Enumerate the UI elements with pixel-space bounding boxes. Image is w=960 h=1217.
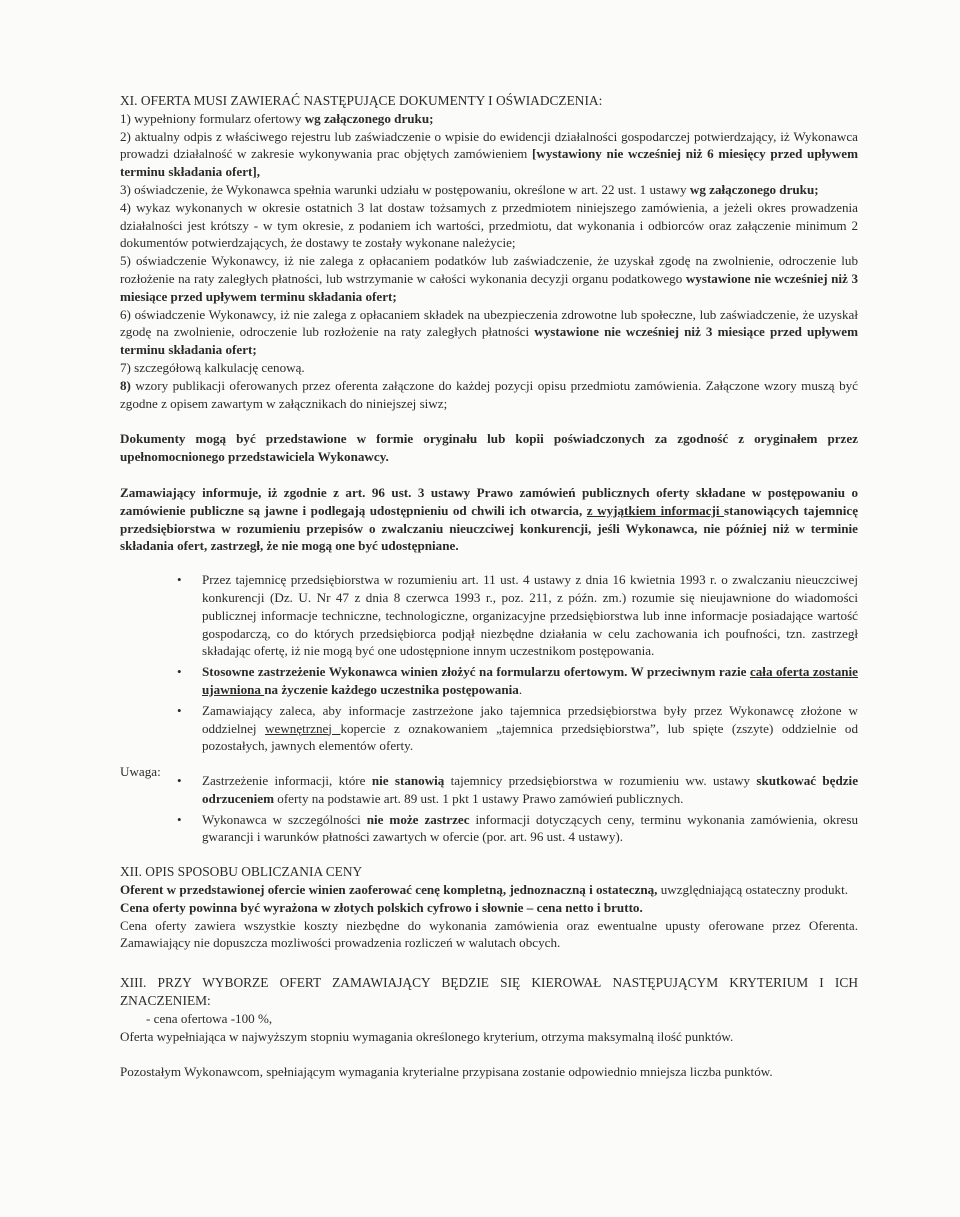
uwaga-bullet-5 (202, 811, 858, 847)
list-item-6 (120, 306, 858, 359)
bullet-5-text-end: informacji dotyczących ceny, terminu wykonania zamówienia, okresu gwarancji i warunków płatności zawartych w ofercie (por. art. 96 ust. 4 ustawy). (202, 811, 859, 845)
item-3-text: 3) oświadczenie, że Wykonawca spełnia warunki udziału w postępowaniu, określone w art. 22 ust. 1 ustawy (120, 181, 690, 197)
section-13-criterion: - cena ofertowa -100 %, (146, 1010, 273, 1026)
uwaga-bullet-2 (202, 663, 858, 699)
list-item-4: 4) wykaz wykonanych w okresie ostatnich 3 lat dostaw tożsamych z przedmiotem niniejszego zamówienia, a jeżeli okres prowadzenia działalności jest krótszy - w tym okresie, z podaniem ich wartości, przedmiotu, dat wykonania i odbiorców oraz załączenie minimum 2 dokumentów potwierdzających, że dostawy te zostały wykonane należycie; (120, 199, 858, 251)
bullet-3-underlined: wewnętrznej (265, 720, 341, 736)
item-2-bold: [wystawiony nie wcześniej niż 6 miesięcy przed upływem terminu składania ofert], (120, 146, 858, 180)
item-1-text: 1) wypełniony formularz ofertowy (120, 110, 305, 126)
bullet-5-bold: nie może zastrzec (366, 811, 470, 827)
bullet-4-bold: nie stanowią (371, 773, 445, 789)
documents-note: Dokumenty mogą być przedstawione w formie oryginału lub kopii poświadczonych za zgodność z oryginałem przez upełnomocnionego przedstawiciela Wykonawcy. (120, 431, 858, 465)
confidentiality-text: Zamawiający informuje, iż zgodnie z art. 96 ust. 3 ustawy Prawo zamówień publicznych oferty składane w postępowaniu o zamówienie publiczne są jawne i podlegają udostępnieniu od chwili ich otwarcia, (120, 484, 858, 518)
item-5-text: 5) oświadczenie Wykonawcy, iż nie zalega z opłacaniem podatków lub zaświadczenie, że uzyskał zgodę na zwolnienie, odroczenie lub rozłożenie na raty zaległych płatności, lub wstrzymanie w całości wykonania decyzji organu podatkowego (120, 253, 858, 286)
list-item-1 (120, 110, 858, 128)
uwaga-bullet-4 (202, 772, 858, 808)
section-12-para-1-text: uwzględniającą ostateczny produkt. (657, 882, 848, 898)
list-item-5 (120, 252, 858, 305)
bullet-3-text-end: kopercie z oznakowaniem „tajemnica przedsiębiorstwa”, lub spięte (zszyte) oddzielnie od pozostałych, jawnych elementów oferty. (202, 720, 858, 754)
confidentiality-underlined: z wyjątkiem informacji (586, 502, 725, 518)
confidentiality-note (120, 484, 858, 555)
bullet-5-text: Wykonawca w szczególności (202, 811, 367, 827)
section-11-title: XI. OFERTA MUSI ZAWIERAĆ NASTĘPUJĄCE DOKUMENTY I OŚWIADCZENIA: (120, 93, 603, 108)
item-5-bold: wystawione nie wcześniej niż 3 miesiące przed upływem terminu składania ofert; (120, 270, 858, 304)
bullet-2-bold: Stosowne zastrzeżenie Wykonawca winien złożyć na formularzu ofertowym. W przeciwnym razie (202, 664, 750, 680)
list-item-2 (120, 128, 858, 181)
bullet-2-bold-end: na życzenie każdego uczestnika postępowania (264, 681, 519, 697)
uwaga-bullet-1: • Przez tajemnicę przedsiębiorstwa w rozumieniu art. 11 ust. 4 ustawy z dnia 16 kwietnia 1993 r. o zwalczaniu nieuczciwej konkurencji (Dz. U. Nr 47 z dnia 8 czerwca 1993 r., poz. 211, z późn. zm.) rozumie się nieujawnione do wiadomości publicznej informacje techniczne, technologiczne, organizacyjne przedsiębiorstwa lub inne informacje posiadające wartość gospodarczą, co do których przedsiębiorca podjął niezbędne działania w celu zachowania ich poufności, tzn. zastrzegł składając ofertę, iż nie mogą być one udostępnione innym uczestnikom postępowania. (202, 571, 858, 660)
section-13-para-2: Pozostałym Wykonawcom, spełniającym wymagania kryterialne przypisana zostanie odpowiednio mniejsza liczba punktów. (120, 1064, 773, 1080)
uwaga-label: Uwaga: (120, 764, 161, 780)
uwaga-block (120, 571, 858, 846)
section-12-para-1-bold: Oferent w przedstawionej ofercie winien zaoferować cenę kompletną, jednoznaczną i ostateczną, (120, 882, 658, 898)
list-item-3 (120, 181, 858, 199)
section-13-title: XIII. PRZY WYBORZE OFERT ZAMAWIAJĄCY BĘDZIE SIĘ KIEROWAŁ NASTĘPUJĄCYM KRYTERIUM I ICH ZNACZENIEM: (120, 975, 858, 1009)
uwaga-list (120, 571, 858, 846)
item-1-bold: wg załączonego druku; (304, 110, 434, 126)
section-12-para-1 (120, 881, 858, 899)
bullet-2-period: . (518, 681, 523, 697)
bullet-4-text-end: oferty na podstawie art. 89 ust. 1 pkt 1 ustawy Prawo zamówień publicznych. (274, 790, 684, 806)
section-12-para-3: Cena oferty zawiera wszystkie koszty niezbędne do wykonania zamówienia oraz ewentualne upusty oferowane przez Oferenta. Zamawiający nie dopuszcza mozliwości prowadzenia rozliczeń w walutach obcych. (120, 917, 858, 951)
list-item-7: 7) szczegółową kalkulację cenową. (120, 359, 305, 375)
section-13-para-1: Oferta wypełniająca w najwyższym stopniu wymagania określonego kryterium, otrzyma maksymalną ilość punktów. (120, 1028, 734, 1044)
bullet-4-bold-2: skutkować będzie odrzuceniem (202, 773, 859, 806)
bullet-4-text-mid: tajemnicy przedsiębiorstwa w rozumieniu ww. ustawy (444, 773, 757, 789)
item-6-bold: wystawione nie wcześniej niż 3 miesiące przed upływem terminu składania ofert; (120, 324, 858, 358)
section-12-title: XII. OPIS SPOSOBU OBLICZANIA CENY (120, 864, 363, 880)
item-8-number: 8) (120, 377, 131, 393)
item-3-bold: wg załączonego druku; (689, 181, 819, 197)
document-page (120, 92, 858, 1081)
section-12-para-2: Cena oferty powinna być wyrażona w złotych polskich cyfrowo i słownie – cena netto i brutto. (120, 899, 643, 915)
bullet-4-text: Zastrzeżenie informacji, które (202, 773, 372, 789)
confidentiality-text-end: stanowiących tajemnicę przedsiębiorstwa w rozumieniu przepisów o zwalczaniu nieuczciwej konkurencji, jeśli Wykonawca, nie później niż w terminie składania ofert, zastrzegł, że nie mogą one być udostępniane. (120, 502, 858, 554)
item-6-text: 6) oświadczenie Wykonawcy, iż nie zalega z opłacaniem składek na ubezpieczenia zdrowotne lub społeczne, lub zaświadczenie, że uzyskał zgodę na zwolnienie, odroczenie lub rozłożenie na raty zaległych płatności (120, 306, 858, 340)
item-8-text: wzory publikacji oferowanych przez oferenta załączone do każdej pozycji opisu przedmiotu zamówienia. Załączone wzory muszą być zgodne z opisem zawartym w załącznikach do niniejszej siwz; (120, 377, 858, 411)
bullet-2-underlined: cała oferta zostanie ujawniona (202, 664, 858, 697)
item-2-text: 2) aktualny odpis z właściwego rejestru lub zaświadczenie o wpisie do ewidencji działalności gospodarczej potwierdzający, iż Wykonawca prowadzi działalność w zakresie wykonywania prac objętych zamówieniem (120, 128, 858, 162)
uwaga-bullet-3 (202, 702, 858, 755)
list-item-8 (120, 377, 858, 413)
bullet-3-text: Zamawiający zaleca, aby informacje zastrzeżone jako tajemnica przedsiębiorstwa były przez Wykonawcę złożone w oddzielnej (202, 702, 858, 736)
